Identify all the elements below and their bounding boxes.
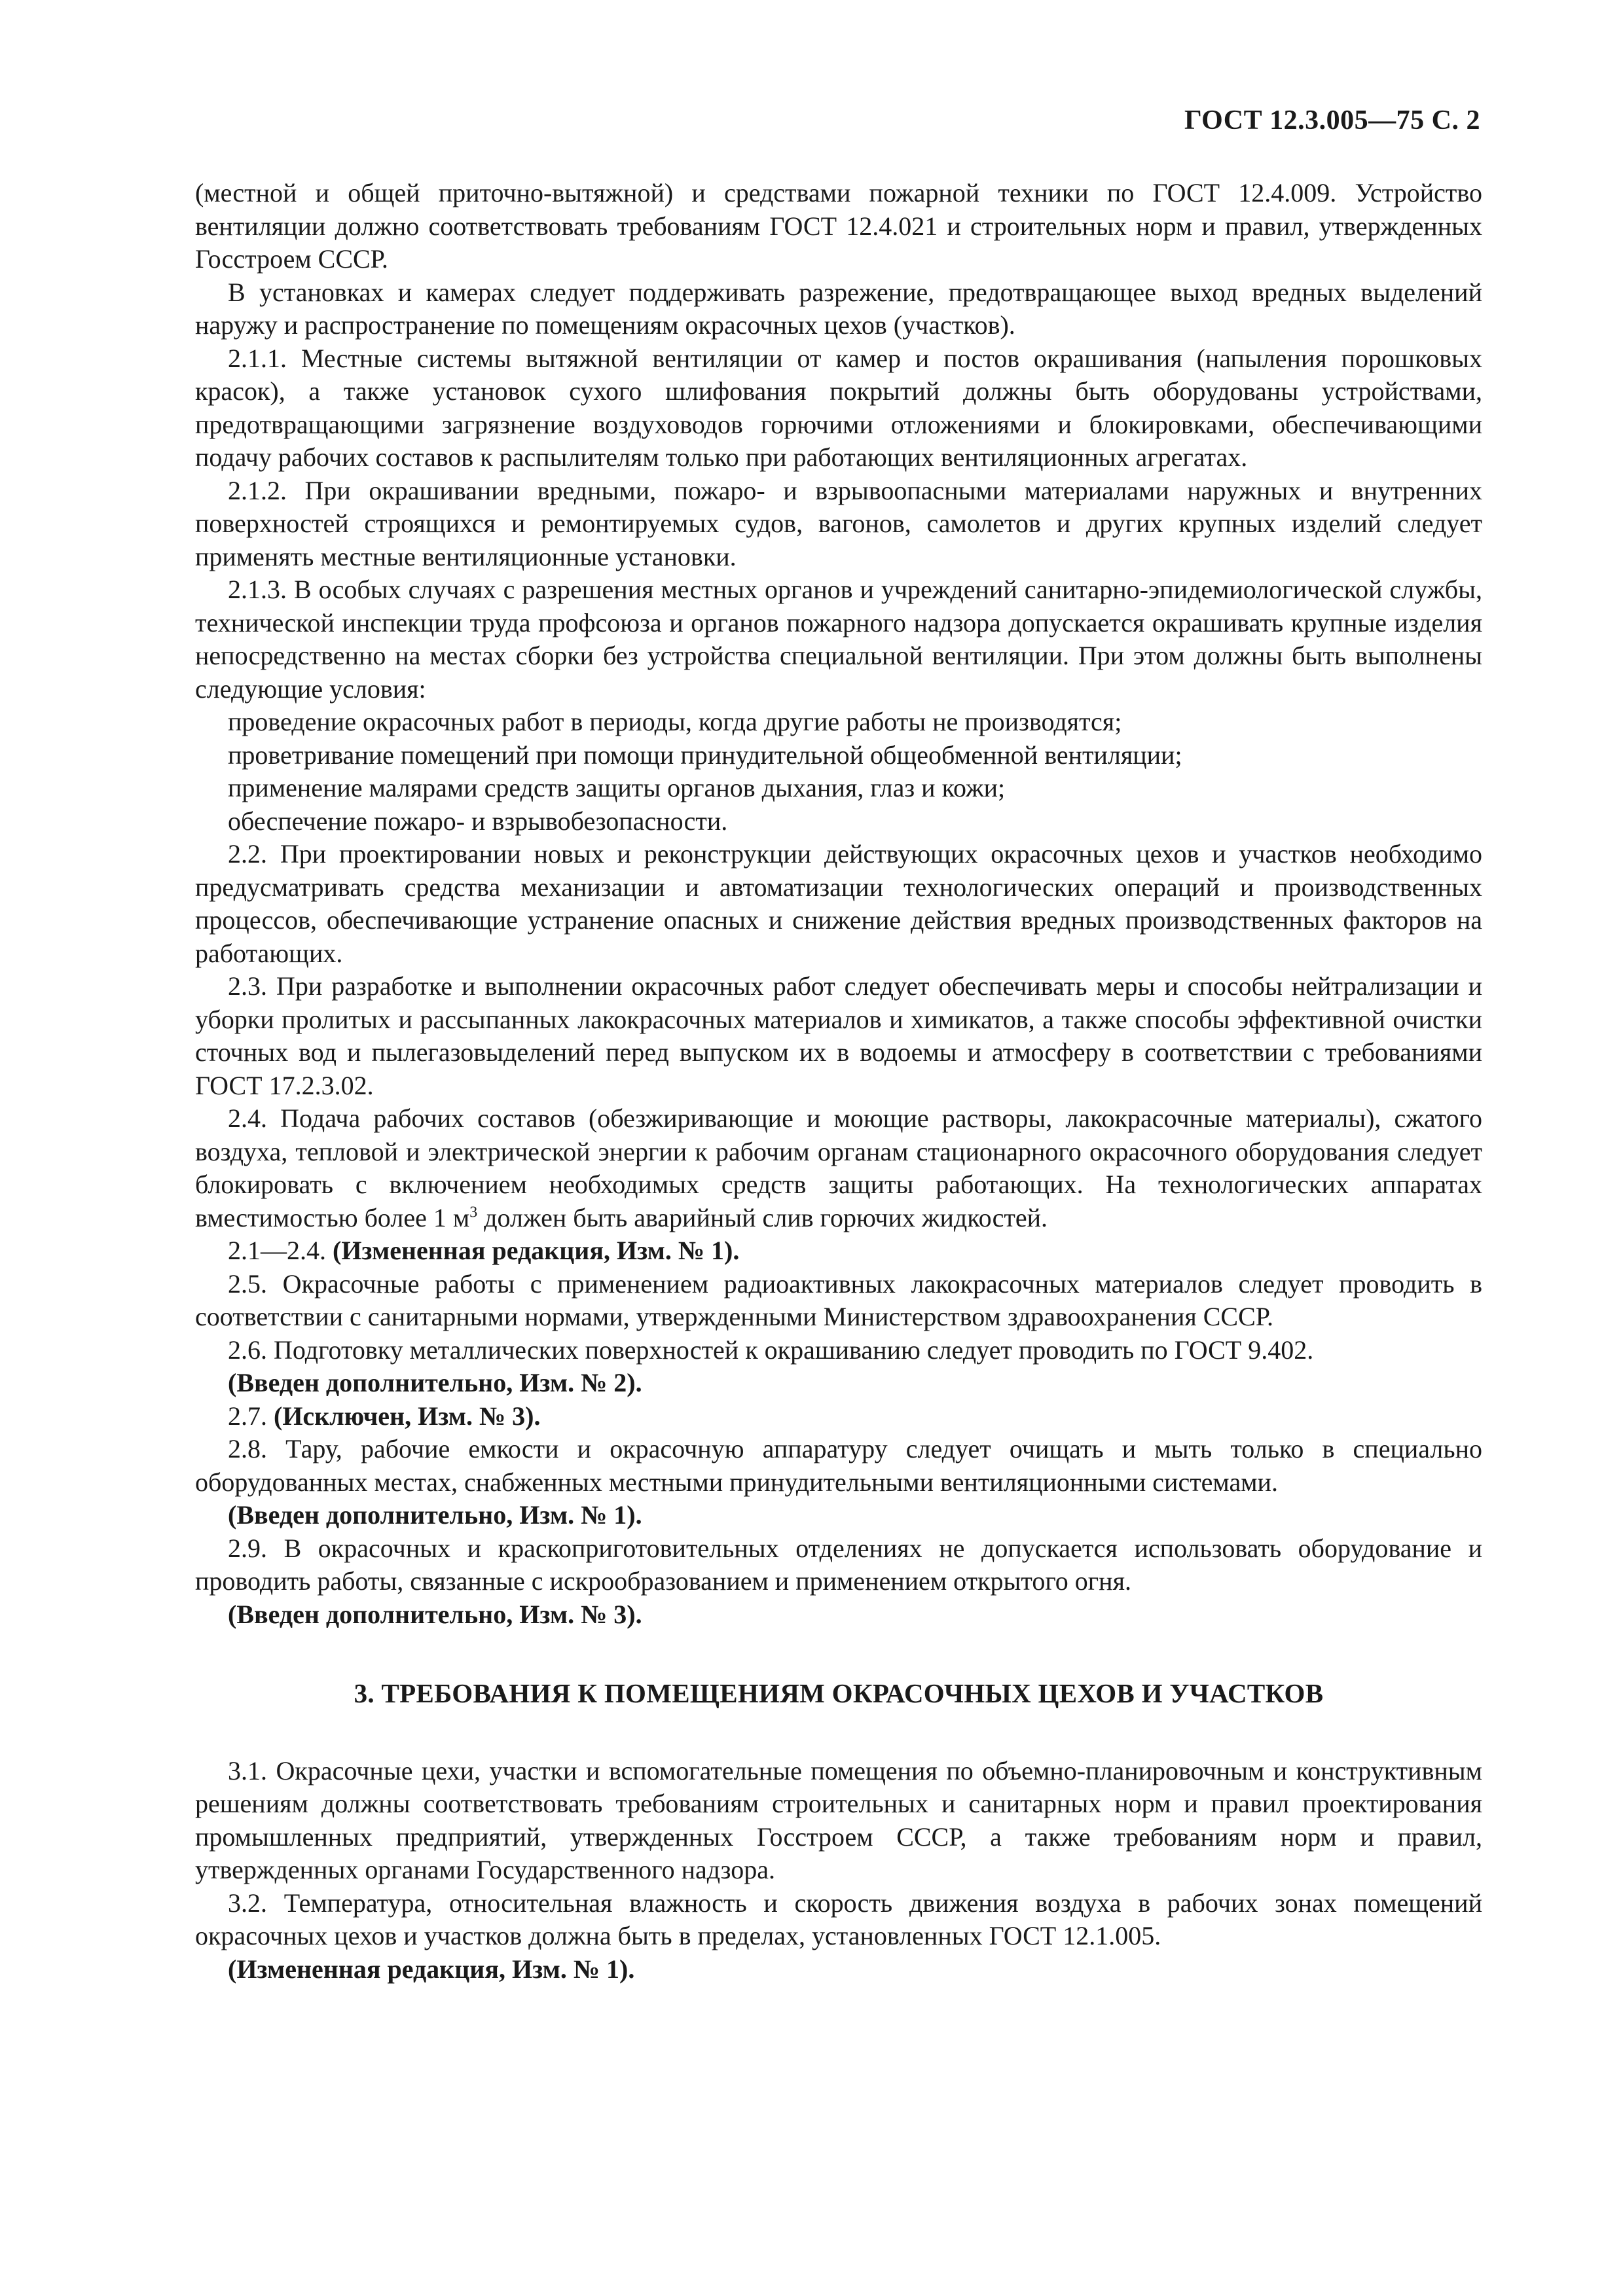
paragraph-2-1-1: 2.1.1. Местные системы вытяжной вентиляции от камер и постов окрашивания (напыления порошковых красок), а также установок сухого шлифования покрытий должны быть оборудованы устройствами, предотвращающими загрязнение воздуховодов горючими отложениями и блокировками, обеспечивающими подачу рабочих составов к распылителям только при работающих вентиляционных агрегатах. bbox=[195, 343, 1482, 472]
paragraph-2-2: 2.2. При проектировании новых и реконструкции действующих окрасочных цехов и участков необходимо предусматривать средства механизации и автоматизации технологических операций и производственных процессов, обеспечивающие устранение опасных и снижение действия вредных производственных факторов на работающих. bbox=[195, 839, 1482, 968]
list-item: проведение окрасочных работ в периоды, когда другие работы не производятся; bbox=[228, 707, 1122, 736]
paragraph: В установках и камерах следует поддерживать разрежение, предотвращающее выход вредных выделений наружу и распространение по помещениям окрасочных цехов (участков). bbox=[195, 277, 1482, 340]
amendment-note: (Введен дополнительно, Изм. № 3). bbox=[228, 1599, 642, 1629]
amendment-note: (Измененная редакция, Изм. № 1). bbox=[228, 1954, 635, 1984]
amendment-text: (Исключен, Изм. № 3). bbox=[274, 1401, 541, 1431]
paragraph-2-1-2: 2.1.2. При окрашивании вредными, пожаро- и взрывоопасными материалами наружных и внутренних поверхностей строящихся и ремонтируемых судов, вагонов, самолетов и других крупных изделий следует применять местные вентиляционные установки. bbox=[195, 475, 1482, 571]
section-heading: 3. ТРЕБОВАНИЯ К ПОМЕЩЕНИЯМ ОКРАСОЧНЫХ ЦЕХОВ И УЧАСТКОВ bbox=[354, 1678, 1324, 1708]
list-item: обеспечение пожаро- и взрывобезопасности. bbox=[228, 806, 728, 836]
amendment-note: (Введен дополнительно, Изм. № 2). bbox=[228, 1368, 642, 1397]
paragraph-2-9: 2.9. В окрасочных и краскоприготовительных отделениях не допускается использовать оборудование и проводить работы, связанные с искрообразованием и применением открытого огня. bbox=[195, 1533, 1482, 1596]
paragraph-2-6: 2.6. Подготовку металлических поверхностей к окрашиванию следует проводить по ГОСТ 9.402. bbox=[228, 1335, 1314, 1365]
document-body bbox=[195, 177, 1482, 1986]
list-item: проветривание помещений при помощи принудительной общеобменной вентиляции; bbox=[228, 740, 1182, 770]
paragraph-2-1-3: 2.1.3. В особых случаях с разрешения местных органов и учреждений санитарно-эпидемиологической службы, технической инспекции труда профсоюза и органов пожарного надзора допускается окрашивать крупные изделия непосредственно на местах сборки без устройства специальной вентиляции. При этом должны быть выполнены следующие условия: bbox=[195, 575, 1482, 704]
paragraph-2-3: 2.3. При разработке и выполнении окрасочных работ следует обеспечивать меры и способы нейтрализации и уборки пролитых и рассыпанных лакокрасочных материалов и химикатов, а также способы эффективной очистки сточных вод и пылегазовыделений перед выпуском их в водоемы и атмосферу в соответствии с требованиями ГОСТ 17.2.3.02. bbox=[195, 971, 1482, 1100]
amendment-note: (Введен дополнительно, Изм. № 1). bbox=[228, 1500, 642, 1530]
paragraph-2-4 bbox=[195, 1102, 1482, 1234]
paragraph-2-7 bbox=[195, 1400, 1482, 1433]
amendment-text: (Измененная редакция, Изм. № 1). bbox=[333, 1236, 740, 1265]
page-header: ГОСТ 12.3.005—75 С. 2 bbox=[1184, 105, 1480, 135]
paragraph-2-8: 2.8. Тару, рабочие емкости и окрасочную аппаратуру следует очищать и мыть только в специально оборудованных местах, снабженных местными принудительными вентиляционными системами. bbox=[195, 1434, 1482, 1497]
amendment-ref: 2.1—2.4. bbox=[228, 1236, 333, 1265]
paragraph: (местной и общей приточно-вытяжной) и средствами пожарной техники по ГОСТ 12.4.009. Устройство вентиляции должно соответствовать требованиям ГОСТ 12.4.021 и строительных норм и правил, утвержденных Госстроем СССР. bbox=[195, 178, 1482, 274]
list-item: применение малярами средств защиты органов дыхания, глаз и кожи; bbox=[228, 773, 1006, 802]
paragraph-3-2: 3.2. Температура, относительная влажность и скорость движения воздуха в рабочих зонах помещений окрасочных цехов и участков должна быть в пределах, установленных ГОСТ 12.1.005. bbox=[195, 1888, 1482, 1950]
paragraph-3-1: 3.1. Окрасочные цехи, участки и вспомогательные помещения по объемно-планировочным и конструктивным решениям должны соответствовать требованиям строительных и санитарных норм и правил проектирования промышленных предприятий, утвержденных Госстроем СССР, а также требованиям норм и правил, утвержденных органами Государственного надзора. bbox=[195, 1755, 1482, 1884]
paragraph-number: 2.7. bbox=[228, 1401, 274, 1431]
superscript: 3 bbox=[469, 1204, 478, 1221]
paragraph-2-5: 2.5. Окрасочные работы с применением радиоактивных лакокрасочных материалов следует проводить в соответствии с санитарными нормами, утвержденными Министерством здравоохранения СССР. bbox=[195, 1268, 1482, 1331]
amendment-note bbox=[195, 1234, 1482, 1268]
paragraph-2-4-text: 2.4. Подача рабочих составов (обезжиривающие и моющие растворы, лакокрасочные материалы), сжатого воздуха, тепловой и электрической энергии к рабочим органам стационарного окрасочного оборудования следует блокировать с включением необходимых средств защиты работающих. На технологических аппаратах вместимостью более 1 м bbox=[195, 1103, 1482, 1232]
paragraph-2-4-tail: должен быть аварийный слив горючих жидкостей. bbox=[477, 1202, 1048, 1232]
